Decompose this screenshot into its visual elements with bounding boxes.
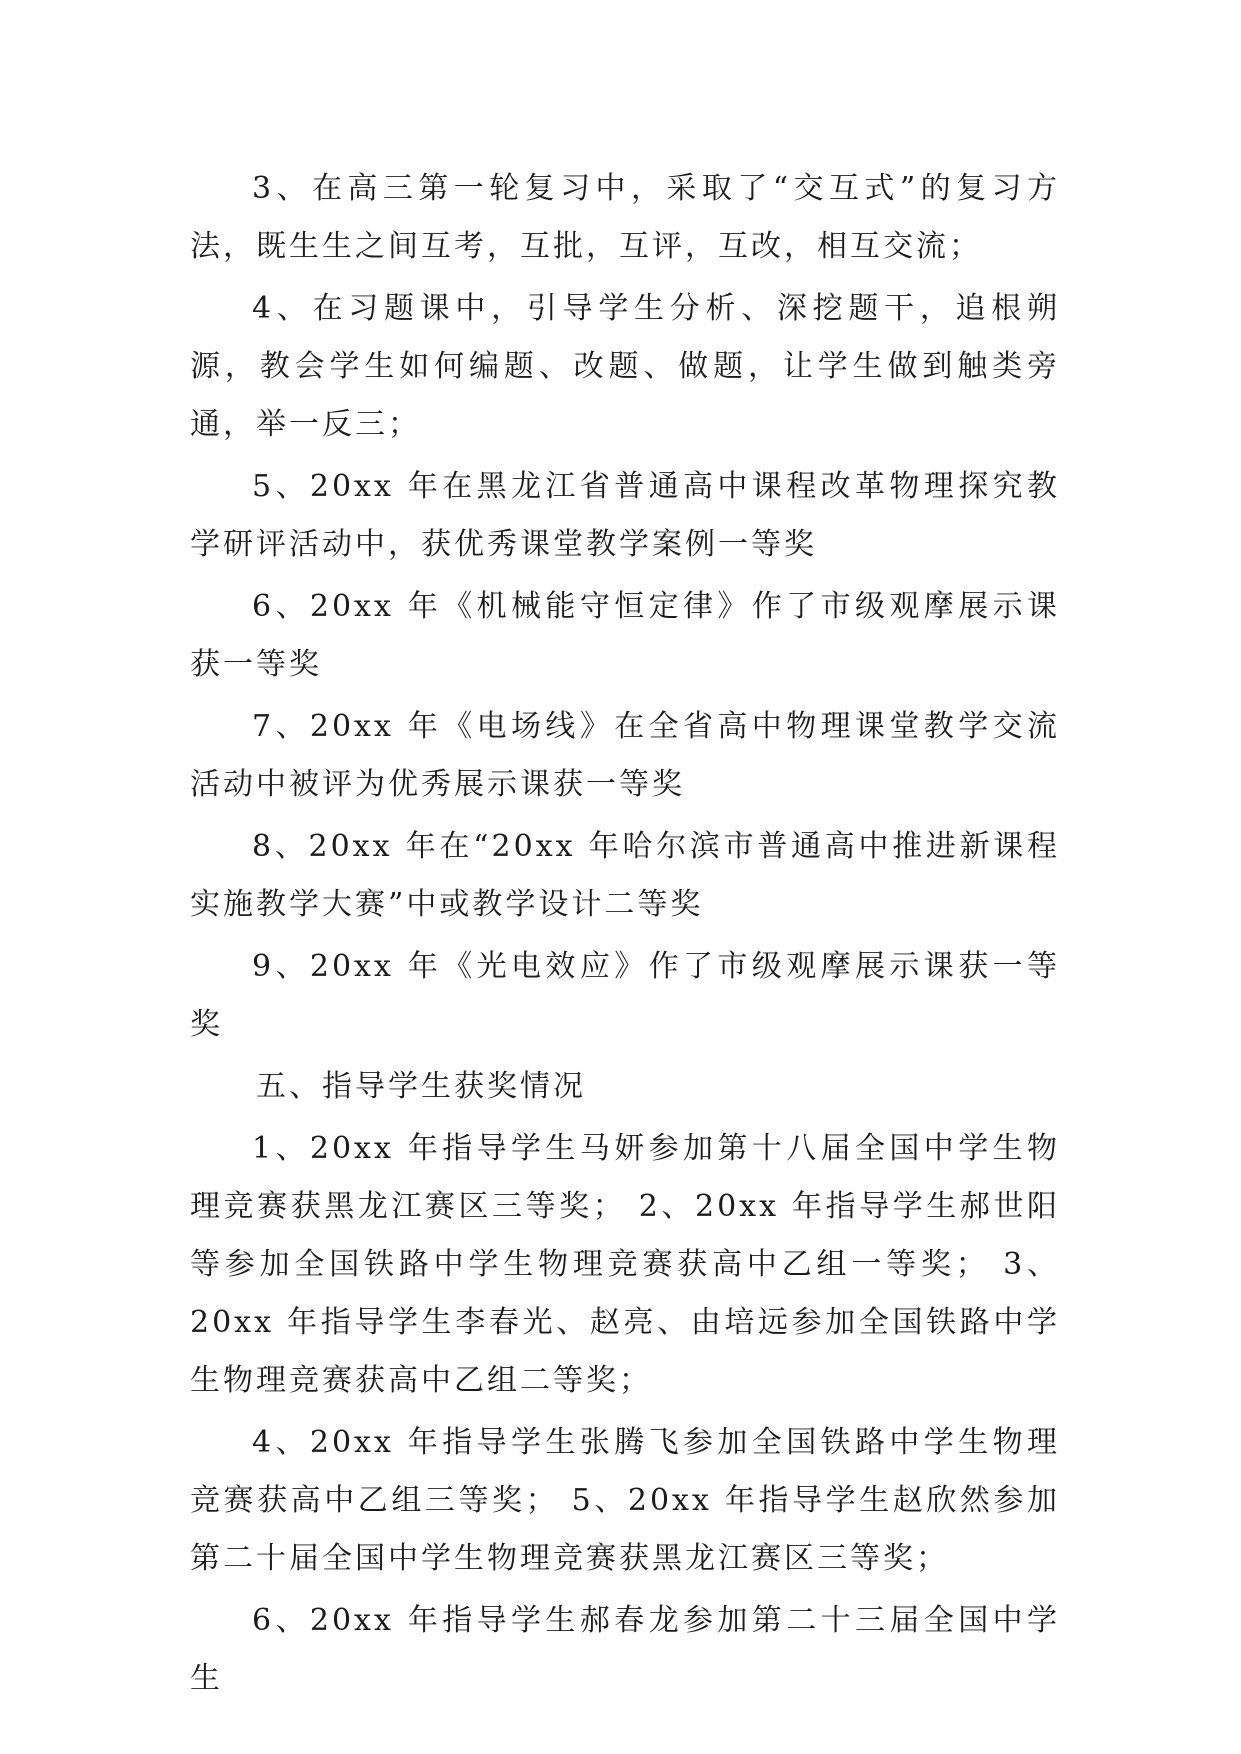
paragraph-award-case: 5、20xx 年在黑龙江省普通高中课程改革物理探究教学研评活动中，获优秀课堂教学案例一等奖	[190, 469, 1060, 562]
paragraph-award-design: 8、20xx 年在“20xx 年哈尔滨市普通高中推进新课程实施教学大赛”中或教学设计二等奖	[190, 829, 1060, 922]
section-heading-student-awards: 五、指导学生获奖情况	[256, 1069, 586, 1104]
paragraph-exercise-class: 4、在习题课中，引导学生分析、深挖题干，追根朔源，教会学生如何编题、改题、做题，让学生做到触类旁通，举一反三；	[190, 291, 1060, 442]
paragraph-student-awards-1: 1、20xx 年指导学生马妍参加第十八届全国中学生物理竞赛获黑龙江赛区三等奖； 2、20xx 年指导学生郝世阳等参加全国铁路中学生物理竞赛获高中乙组一等奖； 3、20xx 年指导学生李春光、赵亮、由培远参加全国铁路中学生物理竞赛获高中乙组二等奖；	[190, 1131, 1060, 1398]
paragraph-review-method: 3、在高三第一轮复习中，采取了“交互式”的复习方法，既生生之间互考，互批，互评，互改，相互交流；	[190, 171, 1060, 264]
document-body	[190, 160, 1060, 1712]
paragraph-award-field-lines: 7、20xx 年《电场线》在全省高中物理课堂教学交流活动中被评为优秀展示课获一等奖	[190, 709, 1060, 802]
paragraph-student-awards-3: 6、20xx 年指导学生郝春龙参加第二十三届全国中学生	[190, 1603, 1060, 1696]
paragraph-student-awards-2: 4、20xx 年指导学生张腾飞参加全国铁路中学生物理竞赛获高中乙组三等奖； 5、20xx 年指导学生赵欣然参加第二十届全国中学生物理竞赛获黑龙江赛区三等奖；	[190, 1425, 1060, 1576]
paragraph-award-photoelectric: 9、20xx 年《光电效应》作了市级观摩展示课获一等奖	[190, 949, 1060, 1042]
paragraph-award-energy: 6、20xx 年《机械能守恒定律》作了市级观摩展示课获一等奖	[190, 589, 1060, 682]
